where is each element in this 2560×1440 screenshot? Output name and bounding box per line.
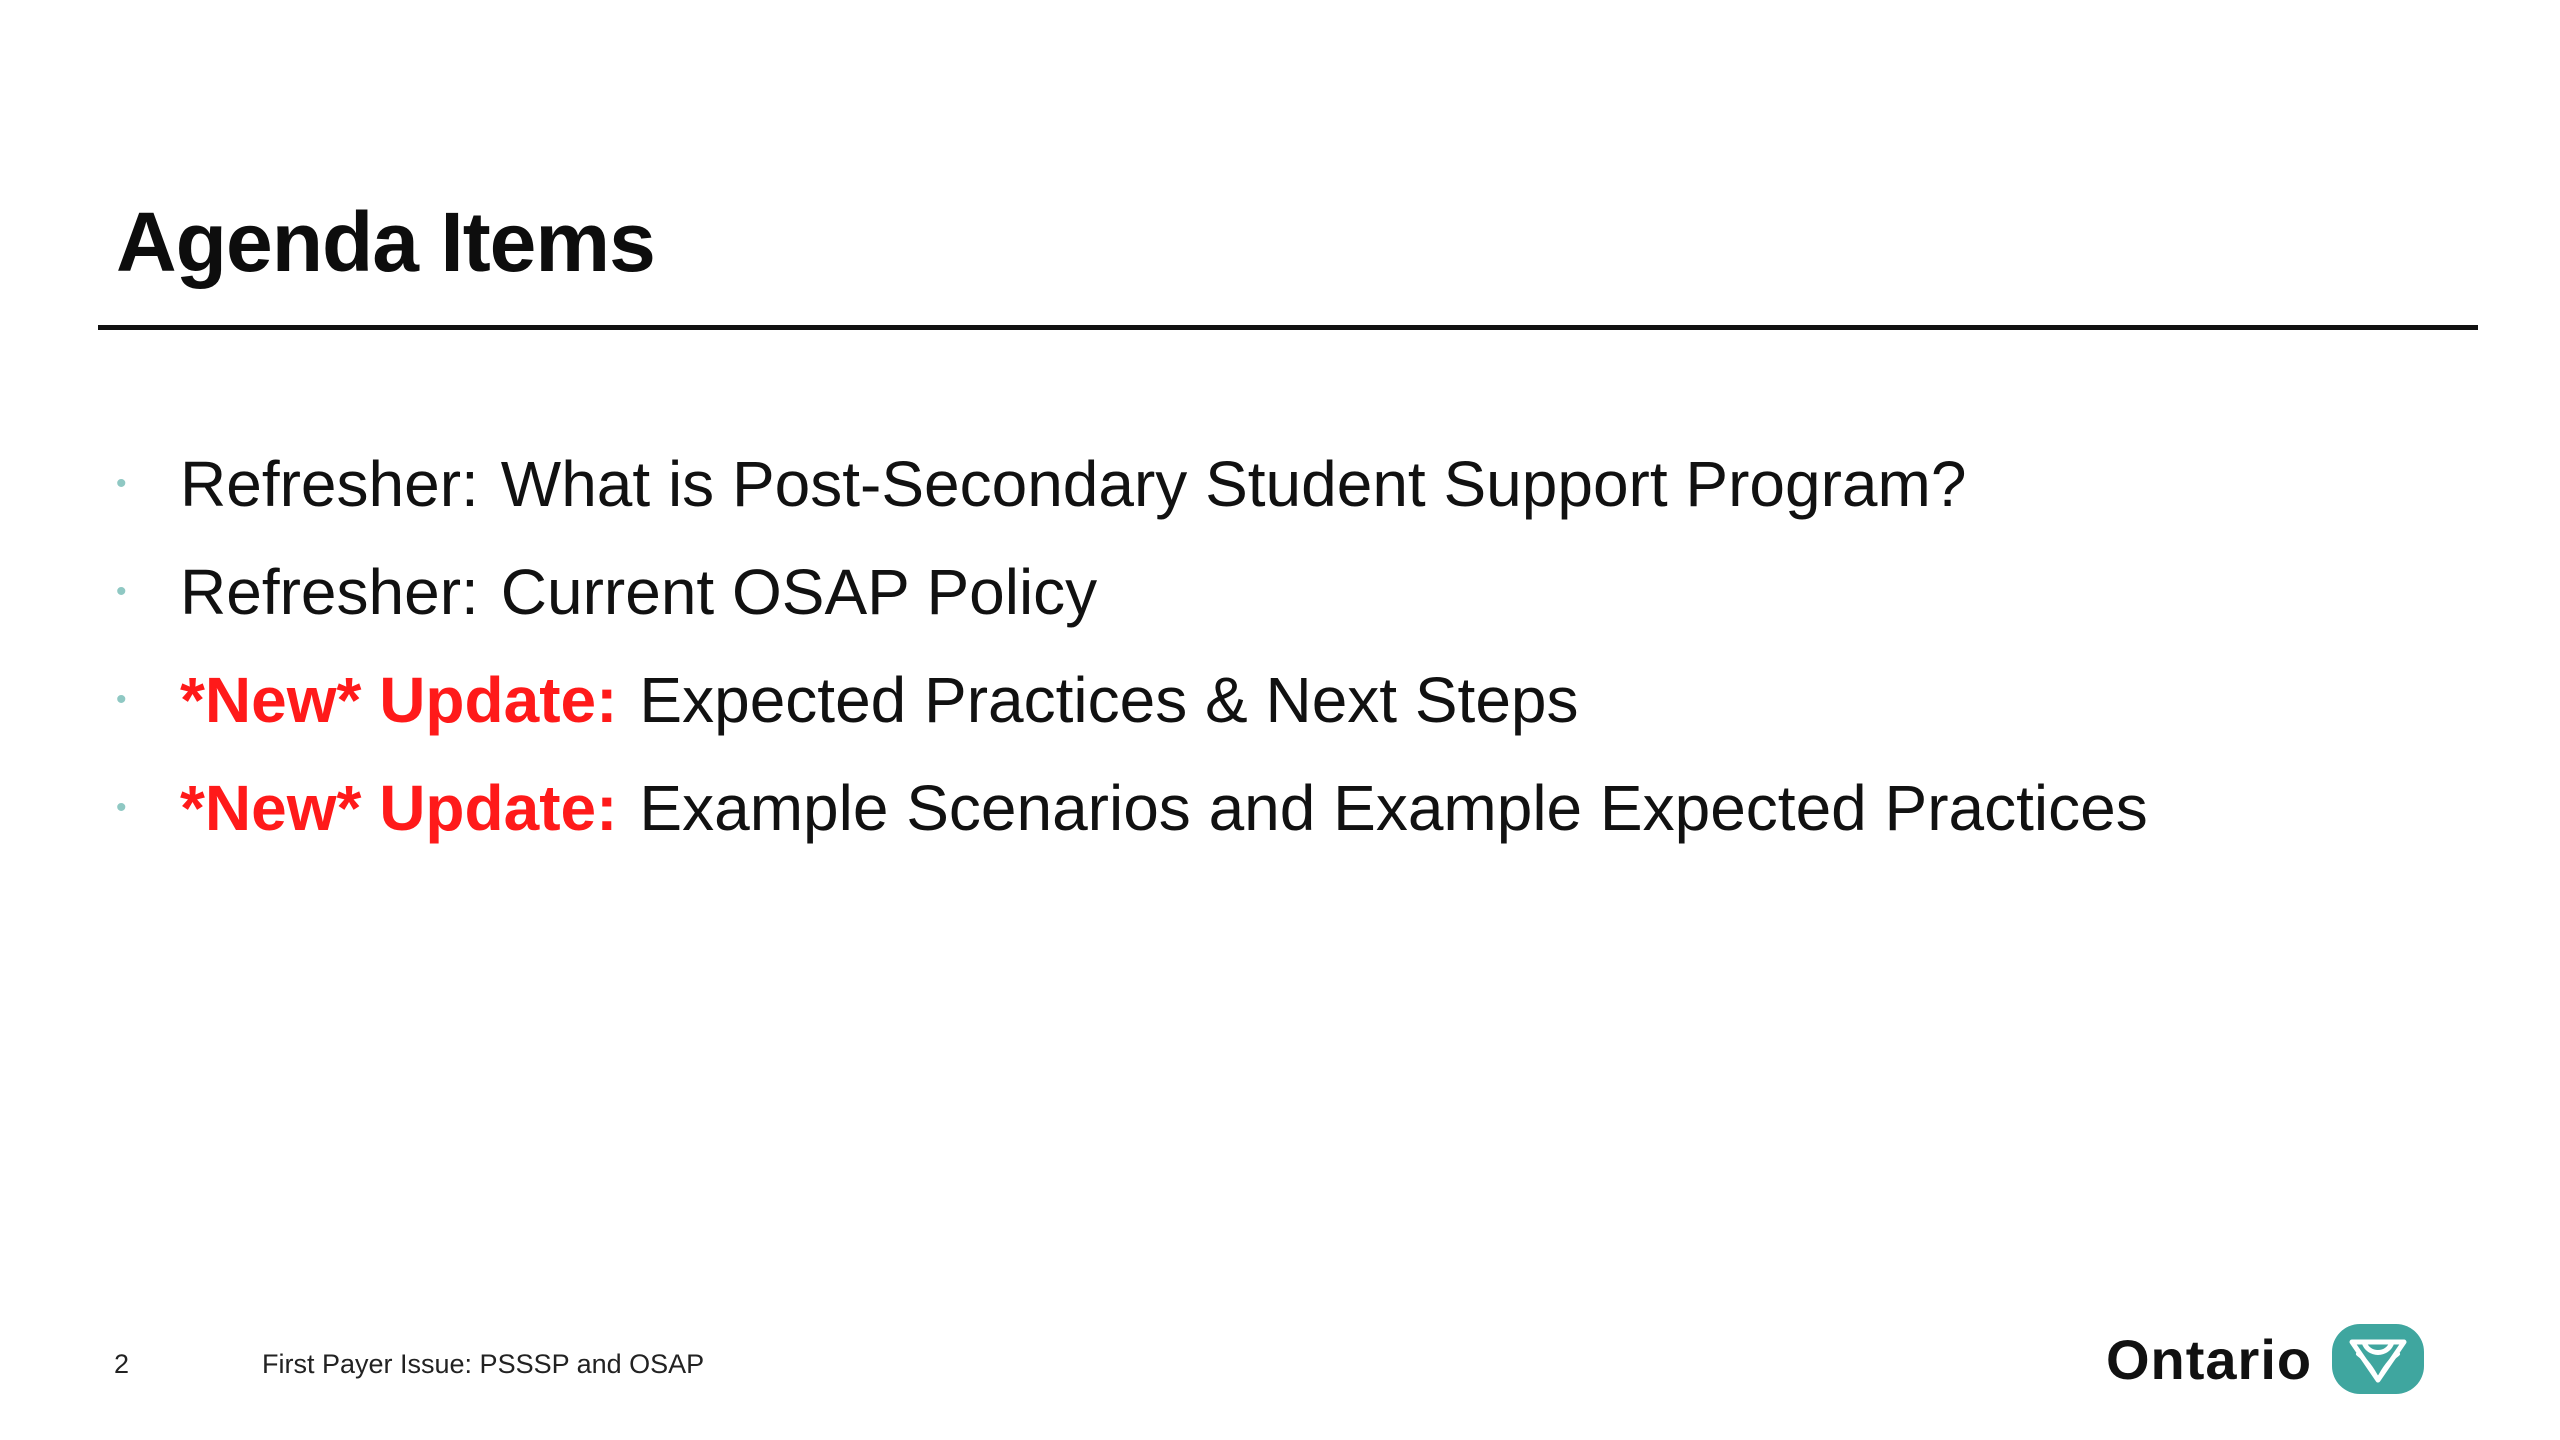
ontario-logo xyxy=(2106,1322,2426,1396)
slide-title: Agenda Items xyxy=(116,195,655,289)
trillium-icon xyxy=(2330,1322,2426,1396)
title-divider xyxy=(98,325,2478,330)
agenda-item-text: Expected Practices & Next Steps xyxy=(639,664,1579,736)
agenda-item-prefix: Refresher: xyxy=(180,556,479,628)
agenda-list xyxy=(116,430,2148,862)
agenda-item-prefix-highlight: *New* Update: xyxy=(180,664,618,736)
agenda-item-text: Current OSAP Policy xyxy=(500,556,1098,628)
bullet-icon: • xyxy=(116,467,127,500)
logo-wordmark: Ontario xyxy=(2106,1327,2313,1391)
bullet-icon: • xyxy=(116,791,127,824)
agenda-item-text: Example Scenarios and Example Expected Practices xyxy=(639,772,2148,844)
footer-caption: First Payer Issue: PSSSP and OSAP xyxy=(262,1349,705,1379)
page-number: 2 xyxy=(114,1349,130,1379)
agenda-item-prefix: Refresher: xyxy=(180,448,479,520)
agenda-item xyxy=(116,646,2148,754)
agenda-item xyxy=(116,538,2148,646)
agenda-item-text: What is Post-Secondary Student Support Program? xyxy=(500,448,1967,520)
bullet-icon: • xyxy=(116,575,127,608)
agenda-item xyxy=(116,430,2148,538)
agenda-item-prefix-highlight: *New* Update: xyxy=(180,772,618,844)
bullet-icon: • xyxy=(116,683,127,716)
agenda-item xyxy=(116,754,2148,862)
